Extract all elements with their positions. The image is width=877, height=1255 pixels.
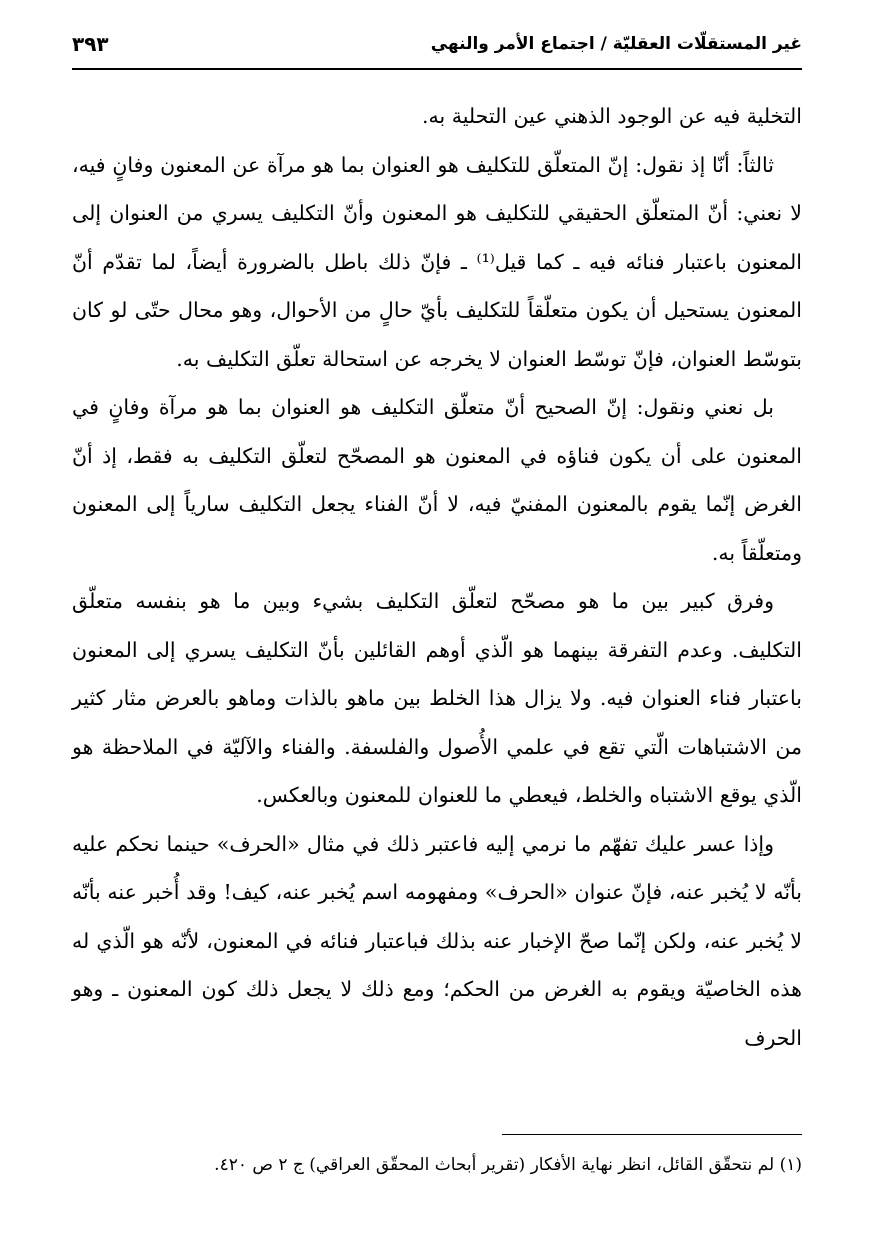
footnote-rule — [502, 1134, 802, 1135]
running-head: غير المستقلّات العقليّة / اجتماع الأمر والنهي — [430, 34, 802, 54]
paragraph: ثالثاً: أنّا إذ نقول: إنّ المتعلّق للتكليف هو العنوان بما هو مرآة عن المعنون وفانٍ فيه، لا نعني: أنّ المتعلّق الحقيقي للتكليف هو المعنون وأنّ التكليف يسري من العنوان إلى المعنون باعتبار فنائه فيه ـ كما قيل⁽¹⁾ ـ فإنّ ذلك باطل بالضرورة أيضاً، لما تقدّم أنّ المعنون يستحيل أن يكون متعلّقاً للتكليف بأيّ حالٍ من الأحوال، وهو محال حتّى لو كان بتوسّط العنوان، فإنّ توسّط العنوان لا يخرجه عن استحالة تعلّق التكليف به. — [72, 152, 802, 371]
footnote: (١) لم نتحقّق القائل، انظر نهاية الأفكار (تقرير أبحاث المحقّق العراقي) ج ٢ ص ٤٢٠. — [214, 1155, 802, 1175]
page-header — [72, 28, 802, 68]
body-text — [72, 92, 802, 1062]
header-rule — [72, 68, 802, 70]
paragraph: التخلية فيه عن الوجود الذهني عين التحلية به. — [421, 104, 802, 128]
paragraph: وفرق كبير بين ما هو مصحّح لتعلّق التكليف بشيء وبين ما هو بنفسه متعلّق التكليف. وعدم التفرقة بينهما هو الّذي أوهم القائلين بأنّ التكليف يسري إلى المعنون باعتبار فناء العنوان فيه. ولا يزال هذا الخلط بين ماهو بالذات وماهو بالعرض مثار كثير من الاشتباهات الّتي تقع في علمي الأُصول والفلسفة. والفناء والآليّة في الملاحظة هو الّذي يوقع الاشتباه والخلط، فيعطي ما للعنوان للمعنون وبالعكس. — [72, 589, 802, 807]
page-number: ٣٩٣ — [72, 32, 109, 56]
paragraph: بل نعني ونقول: إنّ الصحيح أنّ متعلّق التكليف هو العنوان بما هو مرآة وفانٍ في المعنون على أن يكون فناؤه في المعنون هو المصحّح لتعلّق التكليف به فقط، إذ أنّ الغرض إنّما يقوم بالمعنون المفنيّ فيه، لا أنّ الفناء يجعل التكليف سارياً إلى المعنون ومتعلّقاً به. — [72, 395, 802, 565]
paragraph: وإذا عسر عليك تفهّم ما نرمي إليه فاعتبر ذلك في مثال «الحرف» حينما نحكم عليه بأنّه لا يُخبر عنه، فإنّ عنوان «الحرف» ومفهومه اسم يُخبر عنه، كيف! وقد أُخبر عنه بأنّه لا يُخبر عنه، ولكن إنّما صحّ الإخبار عنه بذلك فباعتبار فنائه في المعنون، لأنّه هو الّذي له هذه الخاصيّة ويقوم به الغرض من الحكم؛ ومع ذلك لا يجعل ذلك كون المعنون ـ وهو الحرف — [72, 831, 802, 1050]
